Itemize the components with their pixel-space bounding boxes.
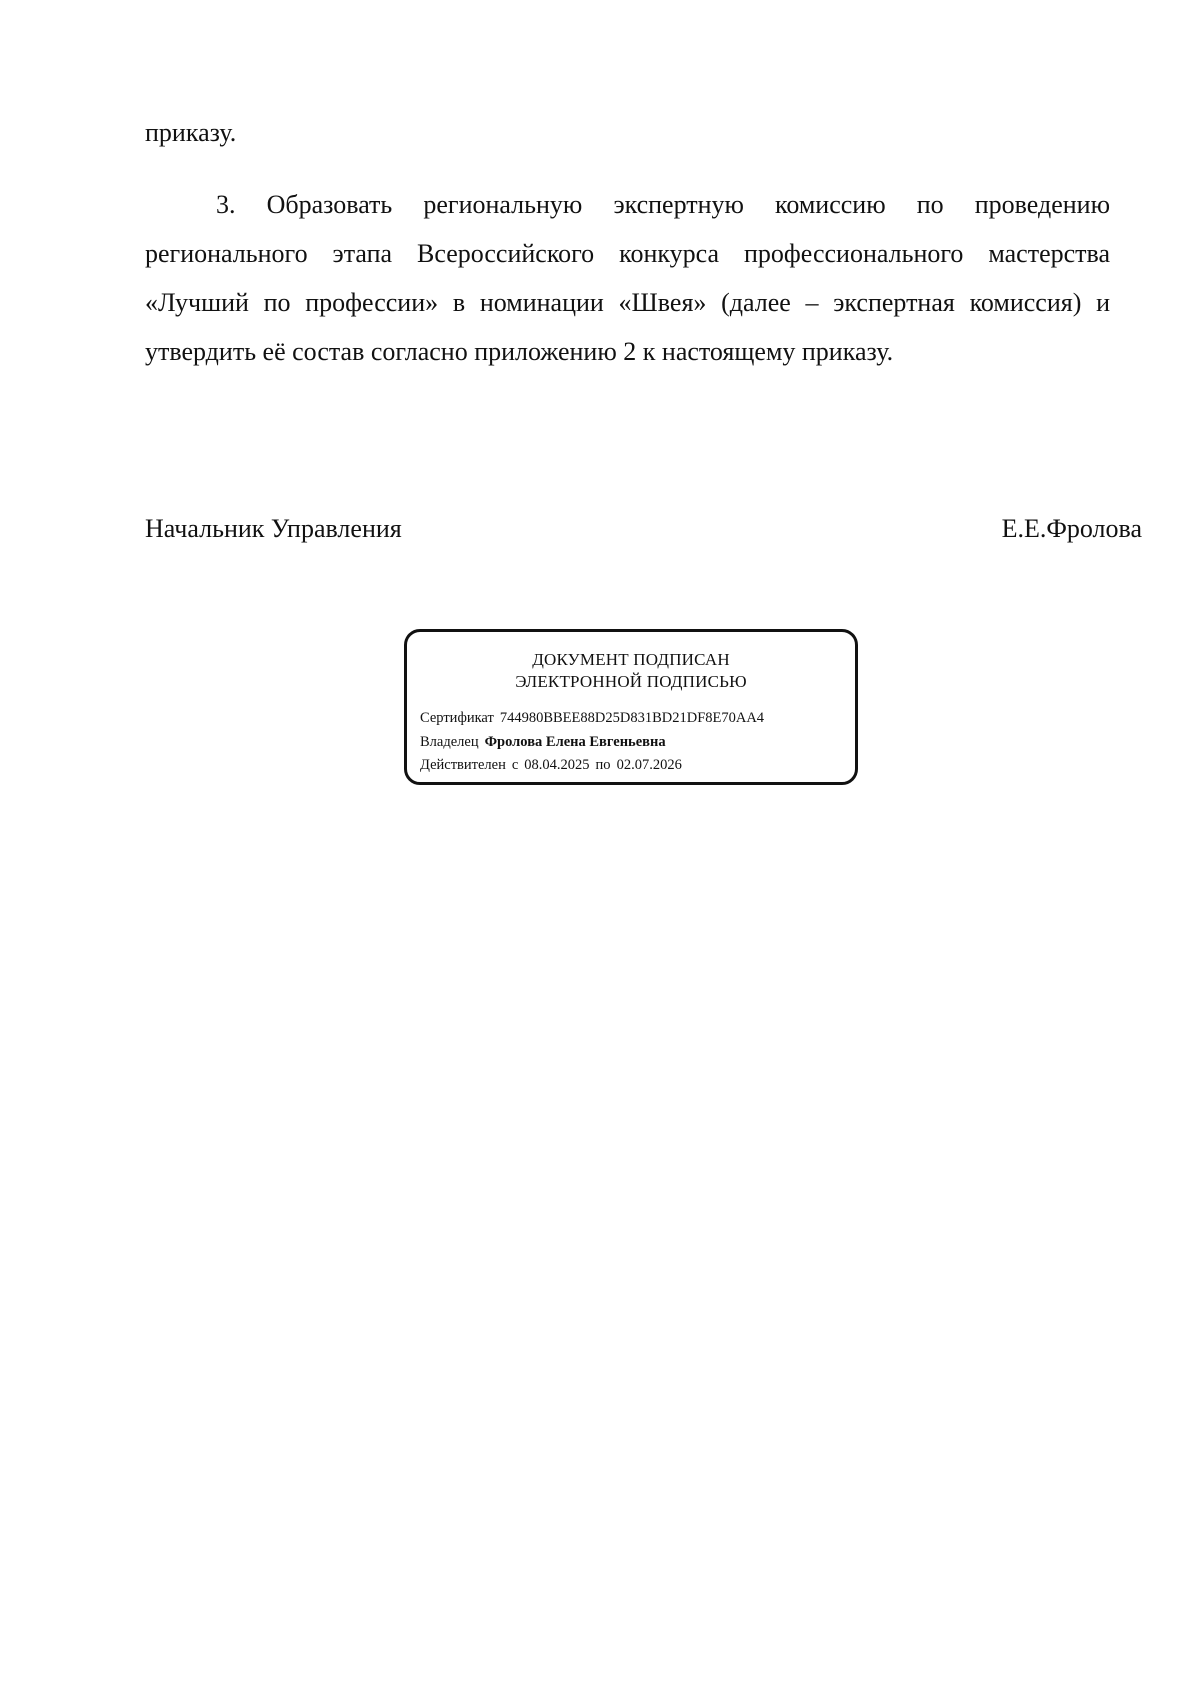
valid-to-date: 02.07.2026 <box>616 757 682 773</box>
valid-from-label: с <box>511 757 519 773</box>
paragraph-continuation: приказу. <box>145 118 237 147</box>
signatory-position: Начальник Управления <box>145 514 402 543</box>
valid-label: Действителен <box>420 757 506 773</box>
certificate-value: 744980BBEE88D25D831BD21DF8E70AA4 <box>499 710 765 726</box>
paragraph-item-3: 3. Образовать региональную экспертную комиссию по проведению регионального этапа Всероссийского конкурса профессионального мастерства «Лучший по профессии» в номинации «Швея» (далее – экспертная комиссия) и утвердить её состав согласно приложению 2 к настоящему приказу. <box>145 190 1110 366</box>
valid-to-label: по <box>595 757 611 773</box>
stamp-owner-row <box>420 732 666 752</box>
valid-from-date: 08.04.2025 <box>524 757 590 773</box>
stamp-title-line-2: ЭЛЕКТРОННОЙ ПОДПИСЬЮ <box>515 672 747 691</box>
owner-value: Фролова Елена Евгеньевна <box>484 734 666 750</box>
stamp-title <box>407 649 855 693</box>
certificate-label: Сертификат <box>420 710 494 726</box>
owner-label: Владелец <box>420 734 479 750</box>
stamp-certificate-row <box>420 708 764 728</box>
signatory-name: Е.Е.Фролова <box>1001 514 1142 543</box>
signature-block <box>145 509 1142 549</box>
stamp-validity-row <box>420 755 682 775</box>
stamp-title-line-1: ДОКУМЕНТ ПОДПИСАН <box>532 650 730 669</box>
electronic-signature-stamp <box>404 629 858 785</box>
